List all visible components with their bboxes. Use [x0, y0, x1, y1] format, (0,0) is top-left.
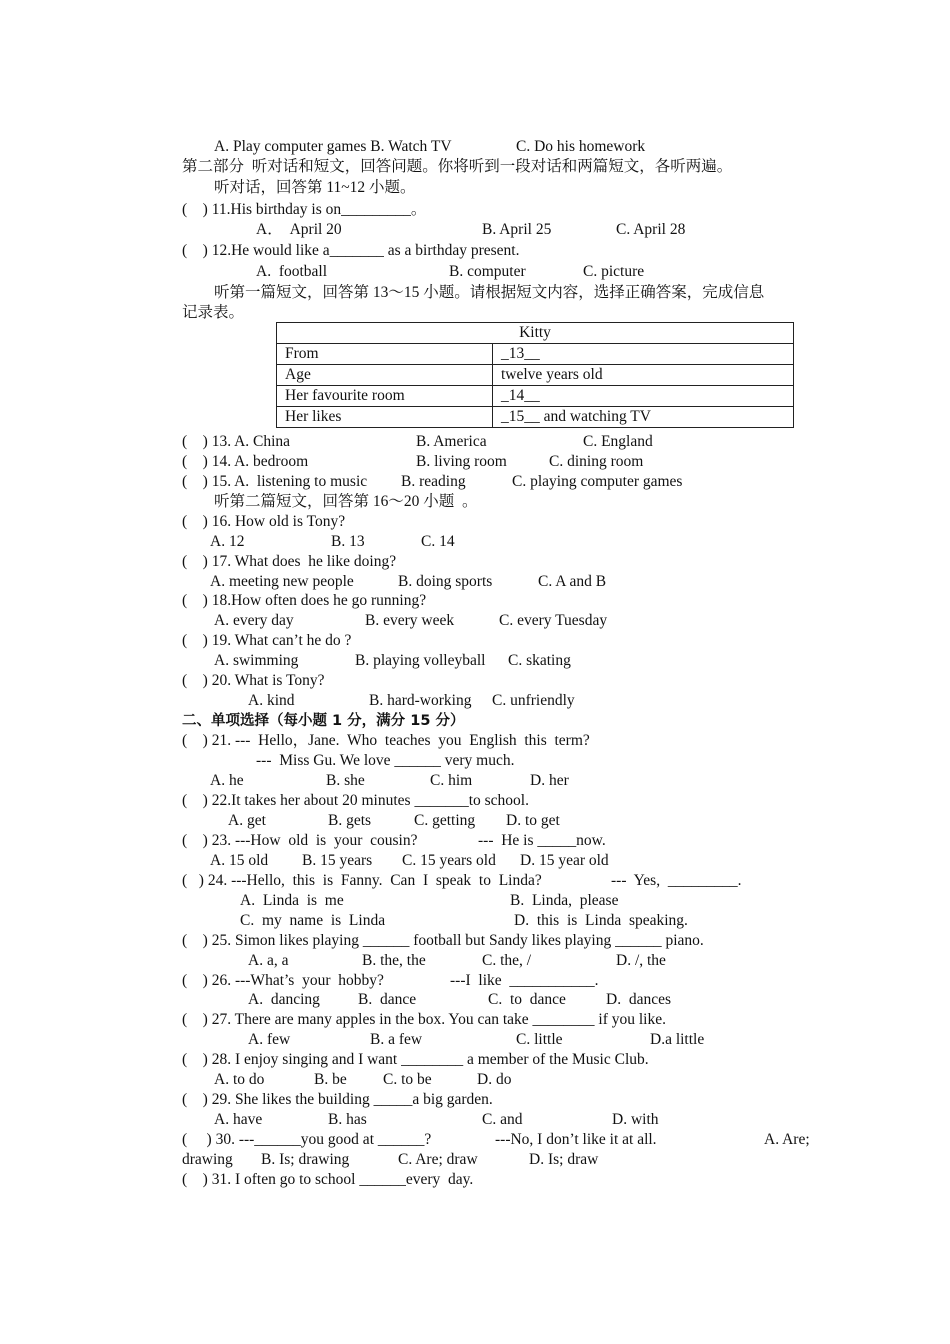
q19-options — [214, 651, 571, 671]
opt: A. Linda is me — [240, 892, 344, 909]
q12 — [182, 241, 519, 261]
q21-options — [210, 771, 569, 791]
q-text: ( ) 25. Simon likes playing ______ football but Sandy likes playing ______ piano. — [182, 932, 704, 949]
opt: B. living room — [416, 453, 507, 470]
q-text: ( ) 16. How old is Tony? — [182, 513, 346, 530]
table-row — [277, 407, 794, 428]
q-text: ( ) 19. What can’t he do ? — [182, 632, 352, 649]
q30-options — [182, 1150, 599, 1170]
q16 — [182, 512, 345, 532]
q-text: ( ) 27. There are many apples in the box. You can take ________ if you like. — [182, 1011, 666, 1028]
opt: C. dining room — [549, 453, 644, 470]
table-cell: twelve years old — [493, 365, 794, 386]
q-text: ( ) 24. ---Hello, this is Fanny. Can I speak to Linda? — [182, 872, 542, 889]
opt: D.a little — [650, 1031, 705, 1048]
q26 — [182, 971, 599, 991]
q29 — [182, 1090, 493, 1110]
q11 — [182, 200, 426, 220]
q16-options — [210, 532, 455, 552]
dialog-instruction — [214, 178, 416, 198]
opt: A. a, a — [248, 952, 289, 969]
q24 — [182, 871, 742, 891]
opt: D. /, the — [616, 952, 666, 969]
table-cell: _15__ and watching TV — [493, 407, 794, 428]
table-cell: _13__ — [493, 344, 794, 365]
q19 — [182, 631, 351, 651]
q-text: ---No, I don’t like it at all. — [495, 1131, 657, 1148]
q22 — [182, 791, 529, 811]
q20 — [182, 671, 325, 691]
opt: A. swimming — [214, 652, 299, 669]
q-text: ( ) 18.How often does he go running? — [182, 592, 427, 609]
opt: B. Is; drawing — [261, 1151, 350, 1168]
opt: A. he — [210, 772, 244, 789]
opt: C. playing computer games — [512, 473, 683, 490]
opt: C. getting — [414, 812, 476, 829]
opt: B. hard-working — [369, 692, 472, 709]
opt: A. meeting new people — [210, 573, 354, 590]
q-text: ( ) 14. A. bedroom — [182, 453, 309, 470]
opt: A. every day — [214, 612, 294, 629]
q-text: ( ) 28. I enjoy singing and I want ________ a member of the Music Club. — [182, 1051, 649, 1068]
passage1-instruction-text: 听第一篇短文，回答第 13～15 小题。请根据短文内容，选择正确答案，完成信息 — [214, 284, 765, 301]
opt: D. Is; draw — [529, 1151, 599, 1168]
q-text: ( ) 29. She likes the building _____a big garden. — [182, 1091, 493, 1108]
opt: B. playing volleyball — [355, 652, 486, 669]
opt: C. the, / — [482, 952, 532, 969]
opt: C. and — [482, 1111, 523, 1128]
q30 — [182, 1130, 810, 1150]
part2-heading-text: 第二部分 听对话和短文，回答问题。你将听到一段对话和两篇短文，各听两遍。 — [182, 158, 733, 175]
q12-options — [256, 262, 645, 282]
q18 — [182, 591, 426, 611]
q22-options — [228, 811, 560, 831]
opt: B. America — [416, 433, 487, 450]
opt: drawing — [182, 1151, 233, 1168]
q-text: ( ) 17. What does he like doing? — [182, 553, 397, 570]
opt: D. do — [477, 1071, 512, 1088]
opt: C. every Tuesday — [499, 612, 608, 629]
opt: A. few — [248, 1031, 291, 1048]
q18-options — [214, 611, 608, 631]
opt: B. 15 years — [302, 852, 373, 869]
opt: C. England — [583, 433, 653, 450]
q24-options-cd — [240, 911, 688, 931]
opt: C. to dance — [488, 991, 566, 1008]
opt: A. to do — [214, 1071, 265, 1088]
table-row — [277, 386, 794, 407]
section2-heading-text: 二、单项选择（每小题 1 分，满分 15 分） — [182, 713, 465, 729]
q11-text: ( ) 11.His birthday is on_________。 — [182, 201, 427, 218]
table-cell: Age — [277, 365, 493, 386]
table-cell: From — [277, 344, 493, 365]
dialog-instruction-text: 听对话，回答第 11~12 小题。 — [214, 179, 416, 196]
q-text: --- Miss Gu. We love ______ very much. — [256, 752, 515, 769]
q25-options — [248, 951, 666, 971]
table-row — [277, 344, 794, 365]
q31 — [182, 1170, 473, 1190]
q29-options — [214, 1110, 659, 1130]
opt: C. A and B — [538, 573, 607, 590]
passage1-instruction-cont — [182, 303, 244, 323]
opt: A. 15 old — [210, 852, 269, 869]
opt: B. she — [326, 772, 365, 789]
opt: C. picture — [583, 263, 645, 280]
table-title: Kitty — [277, 323, 794, 344]
q-text: ( ) 31. I often go to school ______every day. — [182, 1171, 474, 1188]
table-row — [277, 365, 794, 386]
line-1 — [214, 137, 646, 157]
opt: C. Are; draw — [398, 1151, 478, 1168]
q-text: ( ) 20. What is Tony? — [182, 672, 325, 689]
opt: D. 15 year old — [520, 852, 609, 869]
opt: B. be — [314, 1071, 347, 1088]
opt: B. April 25 — [482, 221, 552, 238]
opt: D. with — [612, 1111, 659, 1128]
q13 — [182, 432, 653, 452]
opt: B. Linda, please — [510, 892, 619, 909]
info-table — [276, 322, 794, 428]
q-text: ( ) 13. A. China — [182, 433, 291, 450]
opt: B. a few — [370, 1031, 423, 1048]
table-cell: Her favourite room — [277, 386, 493, 407]
opt: C. April 28 — [616, 221, 686, 238]
opt: B. 13 — [331, 533, 365, 550]
option-ab: A. Play computer games B. Watch TV — [214, 138, 452, 155]
q-text: --- He is _____now. — [478, 832, 606, 849]
opt: C. 14 — [421, 533, 455, 550]
opt: B. dance — [358, 991, 417, 1008]
opt: A. football — [256, 263, 328, 280]
opt: B. every week — [365, 612, 455, 629]
q11-options — [256, 220, 686, 240]
table-cell: _14__ — [493, 386, 794, 407]
opt: C. unfriendly — [492, 692, 575, 709]
q14 — [182, 452, 644, 472]
opt: A． April 20 — [256, 221, 342, 238]
opt: C. 15 years old — [402, 852, 496, 869]
opt: D. to get — [506, 812, 560, 829]
opt: B. gets — [328, 812, 372, 829]
q-text: ( ) 30. ---______you good at ______? — [182, 1131, 432, 1148]
q28 — [182, 1050, 649, 1070]
passage1-instruction-cont-text: 记录表。 — [182, 304, 245, 321]
option-c: C. Do his homework — [516, 138, 646, 155]
q20-options — [248, 691, 575, 711]
table-cell: Her likes — [277, 407, 493, 428]
opt: B. computer — [449, 263, 526, 280]
opt: B. has — [328, 1111, 367, 1128]
q-text: ( ) 22.It takes her about 20 minutes _______to school. — [182, 792, 529, 809]
opt: C. my name is Linda — [240, 912, 386, 929]
q24-options-ab — [240, 891, 619, 911]
opt: A. have — [214, 1111, 263, 1128]
opt: B. doing sports — [398, 573, 493, 590]
q28-options — [214, 1070, 512, 1090]
q17 — [182, 552, 396, 572]
q27-options — [248, 1030, 705, 1050]
passage2-instruction — [214, 492, 478, 512]
opt: B. reading — [401, 473, 466, 490]
opt: A. 12 — [210, 533, 245, 550]
opt: B. the, the — [362, 952, 426, 969]
q-text: ( ) 15. A. listening to music — [182, 473, 368, 490]
passage2-instruction-text: 听第二篇短文，回答第 16～20 小题 。 — [214, 493, 478, 510]
q17-options — [210, 572, 607, 592]
q21-cont — [256, 751, 514, 771]
opt: D. dances — [606, 991, 671, 1008]
q12-text: ( ) 12.He would like a_______ as a birthday present. — [182, 242, 520, 259]
q-text: ( ) 23. ---How old is your cousin? — [182, 832, 418, 849]
opt: A. Are; — [764, 1131, 810, 1148]
q-text: --- Yes, _________. — [611, 872, 742, 889]
q21 — [182, 731, 590, 751]
q23-options — [210, 851, 609, 871]
q-text: ( ) 26. ---What’s your hobby? — [182, 972, 384, 989]
q27 — [182, 1010, 666, 1030]
part2-heading — [182, 157, 732, 177]
q15 — [182, 472, 683, 492]
q26-options — [248, 990, 671, 1010]
opt: C. skating — [508, 652, 571, 669]
q25 — [182, 931, 704, 951]
opt: A. get — [228, 812, 266, 829]
opt: D. this is Linda speaking. — [514, 912, 688, 929]
q23 — [182, 831, 606, 851]
q-text: ( ) 21. --- Hello，Jane. Who teaches you English this term? — [182, 732, 590, 749]
section2-heading — [182, 711, 464, 731]
opt: A. dancing — [248, 991, 320, 1008]
opt: A. kind — [248, 692, 295, 709]
opt: C. him — [430, 772, 473, 789]
passage1-instruction — [214, 283, 764, 303]
opt: C. to be — [383, 1071, 432, 1088]
q-text: ---I like ___________. — [450, 972, 599, 989]
opt: C. little — [516, 1031, 563, 1048]
opt: D. her — [530, 772, 569, 789]
